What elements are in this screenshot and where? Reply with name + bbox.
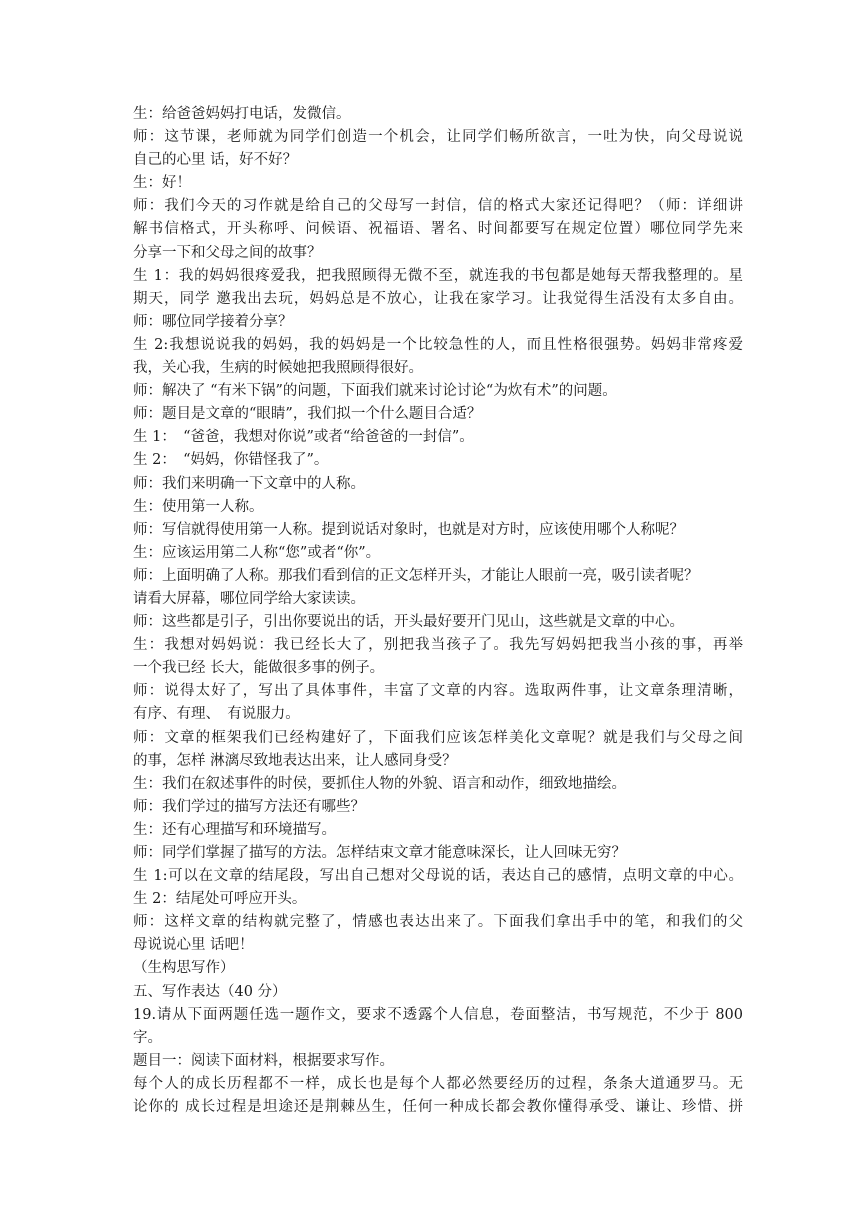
text-line: 有序、有理、 有说服力。 [133,706,300,723]
text-line: 师：这些都是引子，引出你要说出的话，开头最好要开门见山，这些就是文章的中心。 [133,614,684,631]
text-line: 师：同学们掌握了描写的方法。怎样结束文章才能意味深长，让人回味无穷？ [133,845,626,861]
text-line: 我，关心我，生病的时候她把我照顾得很好。 [133,360,423,377]
text-line: 请看大屏幕，哪位同学给大家读读。 [133,590,365,607]
text-line: 师：我们来明确一下文章中的人称。 [133,475,365,492]
text-line: 生：使用第一人称。 [133,498,264,515]
text-line: 师：文章的框架我们已经构建好了，下面我们应该怎样美化文章呢？就是我们与父母之间 [133,729,743,746]
text-line: 师：这样文章的结构就完整了，情感也表达出来了。下面我们拿出手中的笔，和我们的父 [133,914,743,931]
document-page [133,103,743,1119]
text-line: 生：还有心理描写和环境描写。 [133,821,336,838]
text-line: 生：好！ [133,175,191,192]
text-line: 期天，同学 邀我出去玩，妈妈总是不放心，让我在家学习。让我觉得生活没有太多自由。 [133,290,743,307]
text-line: 生 1：我的妈妈很疼爱我，把我照顾得无微不至，就连我的书包都是她每天帮我整理的。星 [133,267,743,284]
text-line: 师：这节课，老师就为同学们创造一个机会，让同学们畅所欲言，一吐为快，向父母说说 [133,129,743,146]
text-line: 生：我们在叙述事件的时侯，要抓住人物的外貌、语言和动作，细致地描绘。 [133,775,626,792]
text-line: 生：应该运用第二人称“您”或者“你”。 [133,544,381,561]
text-line: 母说说心里 话吧！ [133,937,254,954]
text-line: 师：说得太好了，写出了具体事件，丰富了文章的内容。选取两件事，让文章条理清晰， [133,683,743,700]
text-line: 生 2:我想说说我的妈妈，我的妈妈是一个比较急性的人，而且性格很强势。妈妈非常疼爱 [133,336,743,353]
text-line: 生 1： “爸爸，我想对你说”或者“给爸爸的一封信”。 [133,429,474,446]
text-line: 自己的心里 话，好不好？ [133,152,298,169]
section-heading: 五、写作表达（40 分） [133,983,287,1000]
text-line: 解书信格式，开头称呼、问候语、祝福语、署名、时间都要写在规定位置）哪位同学先来 [133,221,743,238]
text-line: 生：给爸爸妈妈打电话，发微信。 [133,106,351,122]
text-line: 的事，怎样 淋漓尽致地表达出来，让人感同身受？ [133,752,457,769]
text-line: 师：解决了 “有米下锅”的问题，下面我们就来讨论讨论“为炊有术”的问题。 [133,383,617,400]
text-line: 师：写信就得使用第一人称。提到说话对象时，也就是对方时，应该使用哪个人称呢？ [133,521,684,538]
text-line: 师：我们今天的习作就是给自己的父母写一封信，信的格式大家还记得吧？（师：详细讲 [133,198,743,215]
text-line: 分享一下和父母之间的故事？ [133,244,322,261]
text-line: 师：哪位同学接着分享？ [133,313,293,330]
text-line: 一个我已经 长大，能做很多事的例子。 [133,660,385,677]
text-line: 每个人的成长历程都不一样，成长也是每个人都必然要经历的过程，条条大道通罗马。无 [133,1075,743,1092]
text-line: 师：题目是文章的“眼睛”，我们拟一个什么题目合适？ [133,406,482,423]
text-line: （生构思写作） [133,960,235,977]
text-line: 字。 [133,1029,162,1046]
text-line: 师：上面明确了人称。那我们看到信的正文怎样开头，才能让人眼前一亮，吸引读者呢？ [133,567,699,584]
text-line: 论你的 成长过程是坦途还是荆棘丛生，任何一种成长都会教你懂得承受、谦让、珍惜、拼 [133,1099,743,1116]
text-line: 生 2：结尾处可呼应开头。 [133,891,307,908]
text-line: 19.请从下面两题任选一题作文，要求不透露个人信息，卷面整洁，书写规范，不少于 800 [133,1006,743,1023]
text-line: 生：我想对妈妈说：我已经长大了，别把我当孩子了。我先写妈妈把我当小孩的事，再举 [133,637,743,654]
text-line: 师：我们学过的描写方法还有哪些？ [133,798,365,815]
text-line: 生 1:可以在文章的结尾段，写出自己想对父母说的话，表达自己的感情，点明文章的中心。 [133,868,743,885]
text-line: 题目一：阅读下面材料，根据要求写作。 [133,1052,394,1069]
text-line: 生 2： “妈妈，你错怪我了”。 [133,452,329,469]
